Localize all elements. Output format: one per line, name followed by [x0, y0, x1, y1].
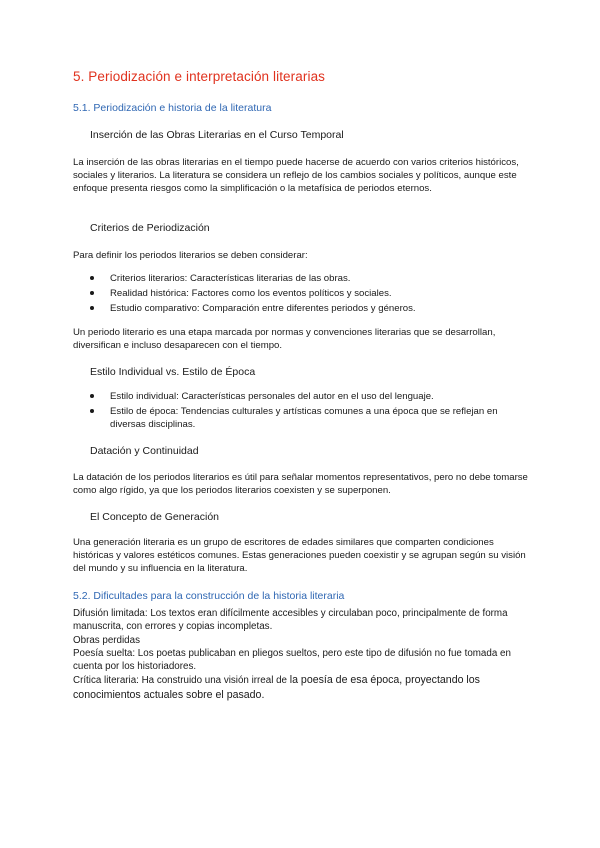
subheading-criterios: Criterios de Periodización [90, 222, 210, 234]
subheading-generacion: El Concepto de Generación [90, 511, 219, 523]
paragraph-criterios-outro: Un periodo literario es una etapa marcada por normas y convenciones literarias que se desarrollan, diversifican e incluso desaparecen con el tiempo. [73, 327, 496, 352]
subheading-estilo: Estilo Individual vs. Estilo de Época [90, 366, 256, 378]
subheading-insercion: Inserción de las Obras Literarias en el Curso Temporal [90, 129, 344, 141]
section-heading-5-1: 5.1. Periodización e historia de la literatura [73, 102, 272, 114]
criterios-list [90, 272, 530, 318]
subheading-datacion: Datación y Continuidad [90, 445, 199, 457]
paragraph-datacion: La datación de los periodos literarios es útil para señalar momentos representativos, pero no debe tomarse como algo rígido, ya que los periodos literarios coexisten y se superponen. [73, 472, 528, 497]
dificultades-block [73, 607, 533, 702]
critica-literaria-text: Crítica literaria: Ha construido una visión irreal de la poesía de esa época, proyectando los conocimientos actuales sobre el pasado. [73, 674, 480, 701]
bullet-icon [90, 394, 94, 398]
poesia-suelta-text: Poesía suelta: Los poetas publicaban en pliegos sueltos, pero este tipo de difusión no fue tomada en cuenta por los historiadores. [73, 647, 511, 673]
list-item: Estilo de época: Tendencias culturales y artísticas comunes a una época que se reflejan en diversas disciplinas. [90, 405, 530, 431]
paragraph-criterios-intro: Para definir los periodos literarios se deben considerar: [73, 250, 308, 261]
list-item: Estilo individual: Características personales del autor en el uso del lenguaje. [90, 390, 530, 403]
list-item: Realidad histórica: Factores como los eventos políticos y sociales. [90, 287, 530, 300]
section-heading-5-2: 5.2. Dificultades para la construcción de la historia literaria [73, 590, 345, 602]
bullet-icon [90, 306, 94, 310]
list-item: Criterios literarios: Características literarias de las obras. [90, 272, 530, 285]
list-item: Estudio comparativo: Comparación entre diferentes periodos y géneros. [90, 302, 530, 315]
paragraph-generacion: Una generación literaria es un grupo de escritores de edades similares que comparten condiciones históricas y valores estéticos comunes. Estas generaciones pueden coexistir y se agrupan según su visión del mundo y su influencia en la literatura. [73, 537, 526, 575]
chapter-heading: 5. Periodización e interpretación literarias [73, 69, 326, 84]
bullet-icon [90, 291, 94, 295]
estilo-list [90, 390, 530, 434]
bullet-icon [90, 276, 94, 280]
difusion-limitada-text: Difusión limitada: Los textos eran difícilmente accesibles y circulaban poco, principalmente de forma manuscrita, con errores y copias incompletas. [73, 608, 508, 633]
bullet-icon [90, 409, 94, 413]
obras-perdidas-text: Obras perdidas [73, 634, 140, 646]
paragraph-insercion: La inserción de las obras literarias en el tiempo puede hacerse de acuerdo con varios criterios históricos, sociales y literarios. La literatura se considera un reflejo de los cambios sociales y políticos, aunque este enfoque presenta riesgos como la simplificación o la metafísica de periodos eternos. [73, 157, 519, 195]
